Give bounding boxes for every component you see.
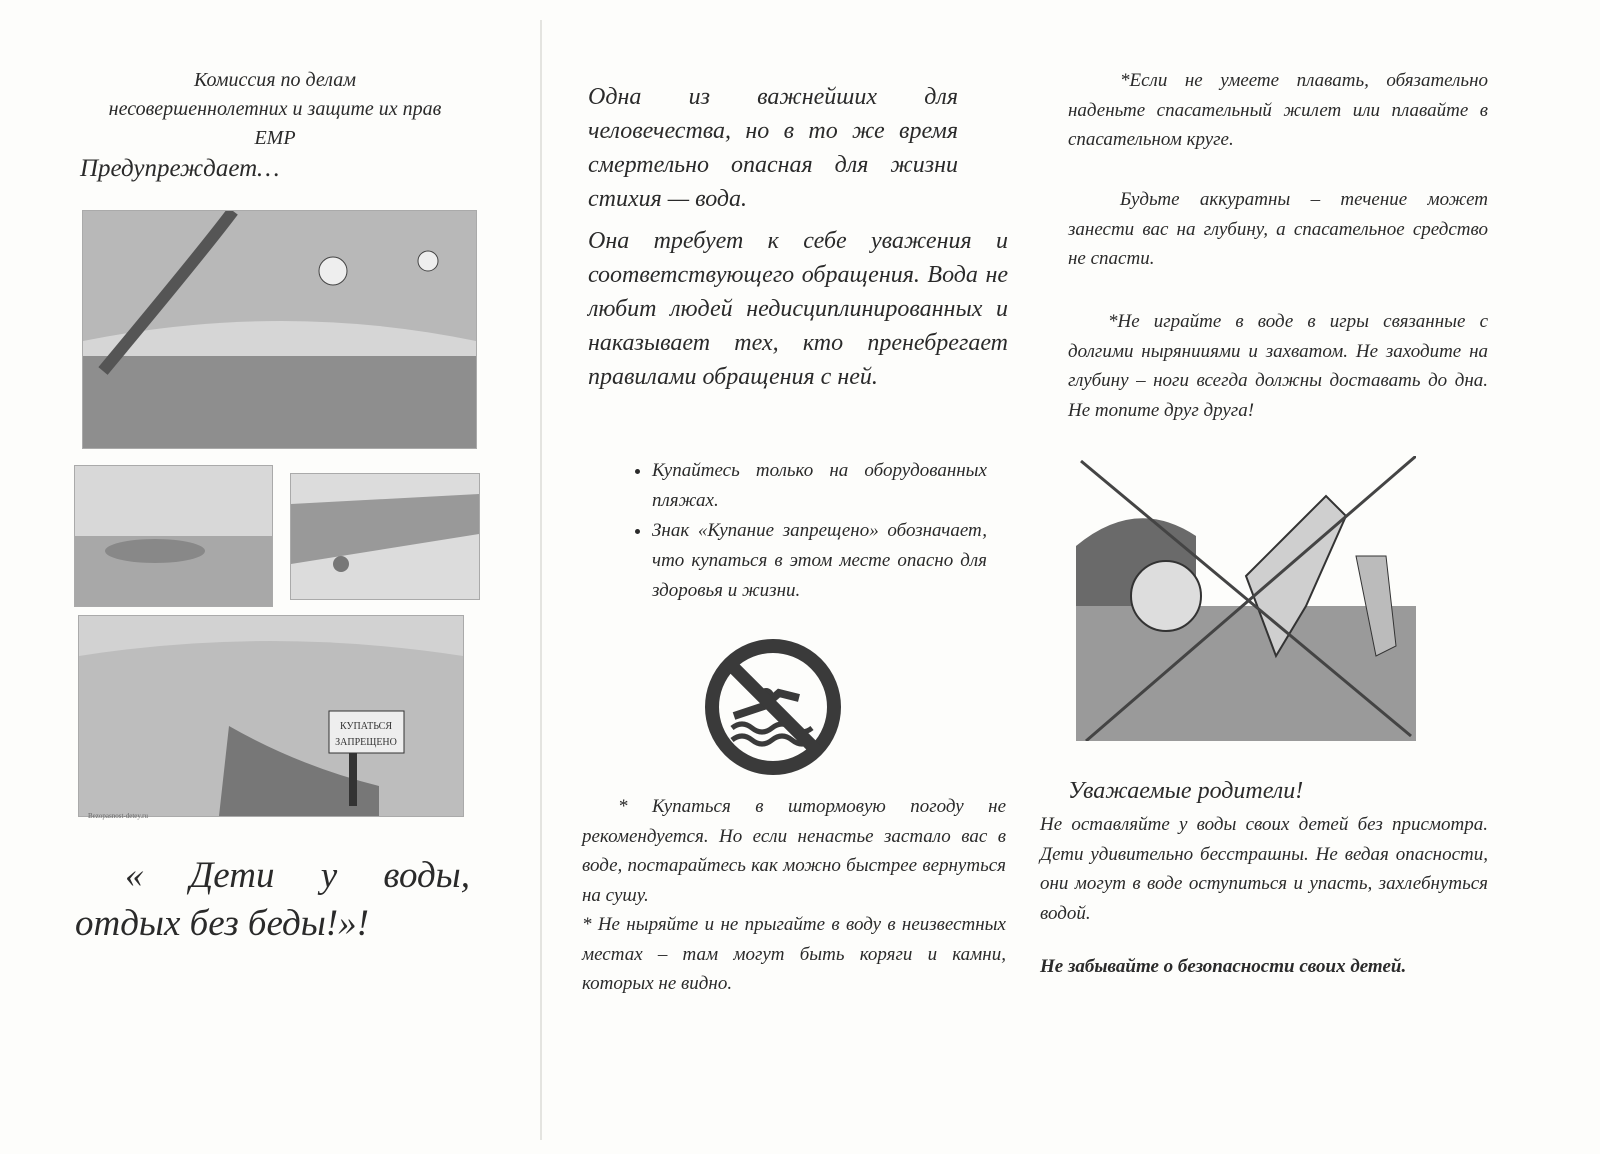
svg-text:ЗАПРЕЩЕНО: ЗАПРЕЩЕНО bbox=[335, 737, 397, 748]
rule-item: • Купайтесь только на оборудованных пляжах. bbox=[652, 456, 987, 516]
intro-paragraph-2: Она требует к себе уважения и соответствующего обращения. Вода не любит людей недисциплинированных и наказывает тех, кто пренебрегает правилами обращения с ней. bbox=[588, 228, 1008, 390]
rules-list bbox=[620, 456, 987, 606]
parents-heading: Уважаемые родители! bbox=[1068, 778, 1304, 804]
illustration-beach-float bbox=[74, 465, 273, 607]
rule-item: • Знак «Купание запрещено» обозначает, что купаться в этом месте опасно для здоровья и жизни. bbox=[652, 516, 987, 606]
page-fold bbox=[540, 20, 542, 1140]
illustration-no-swimming-sign bbox=[78, 615, 464, 817]
games-paragraph: *Не играйте в воде в игры связанные с долгими нырянииями и захватом. Не заходите на глубину – ноги всегда должны доставать до дна. Не топите друг друга! bbox=[1068, 311, 1488, 421]
safety-reminder: Не забывайте о безопасности своих детей. bbox=[1040, 956, 1407, 977]
storm-paragraph: * Купаться в штормовую погоду не рекомендуется. Но если ненастье застало вас в воде, постарайтесь как можно быстрее вернуться на сушу. bbox=[582, 796, 1006, 906]
no-swimming-icon bbox=[704, 638, 842, 776]
org-line-2: несовершеннолетних и защите их прав bbox=[108, 98, 442, 120]
site-caption: Bezopasnost-detey.ru bbox=[88, 812, 148, 820]
org-line-3: ЕМР bbox=[254, 127, 296, 149]
life-vest-paragraph: *Если не умеете плавать, обязательно наденьте спасательный жилет или плавайте в спасательном круге. bbox=[1068, 70, 1488, 150]
svg-text:КУПАТЬСЯ: КУПАТЬСЯ bbox=[339, 721, 393, 732]
diving-paragraph: * Не ныряйте и не прыгайте в воду в неизвестных местах – там могут быть коряги и камни, которых не видно. bbox=[582, 914, 1006, 994]
org-line-1: Комиссия по делам bbox=[193, 69, 357, 91]
illustration-children-diving bbox=[82, 210, 477, 449]
warns-heading: Предупреждает… bbox=[80, 155, 280, 182]
illustration-dangerous-games-crossed bbox=[1076, 456, 1416, 741]
intro-paragraph-1: Одна из важнейших для человечества, но в то же время смертельно опасная для жизни стихия — вода. bbox=[588, 84, 958, 212]
organization-header bbox=[70, 66, 480, 153]
slogan: « Дети у воды, отдых без беды!»! bbox=[75, 855, 470, 944]
parents-paragraph: Не оставляйте у воды своих детей без присмотра. Дети удивительно бесстрашны. Не ведая опасности, они могут в воде оступиться и упасть, захлебнуться водой. bbox=[1040, 814, 1488, 924]
illustration-beach-kids bbox=[290, 473, 480, 600]
current-paragraph: Будьте аккуратны – течение может занести вас на глубину, а спасательное средство не спасти. bbox=[1068, 189, 1488, 269]
